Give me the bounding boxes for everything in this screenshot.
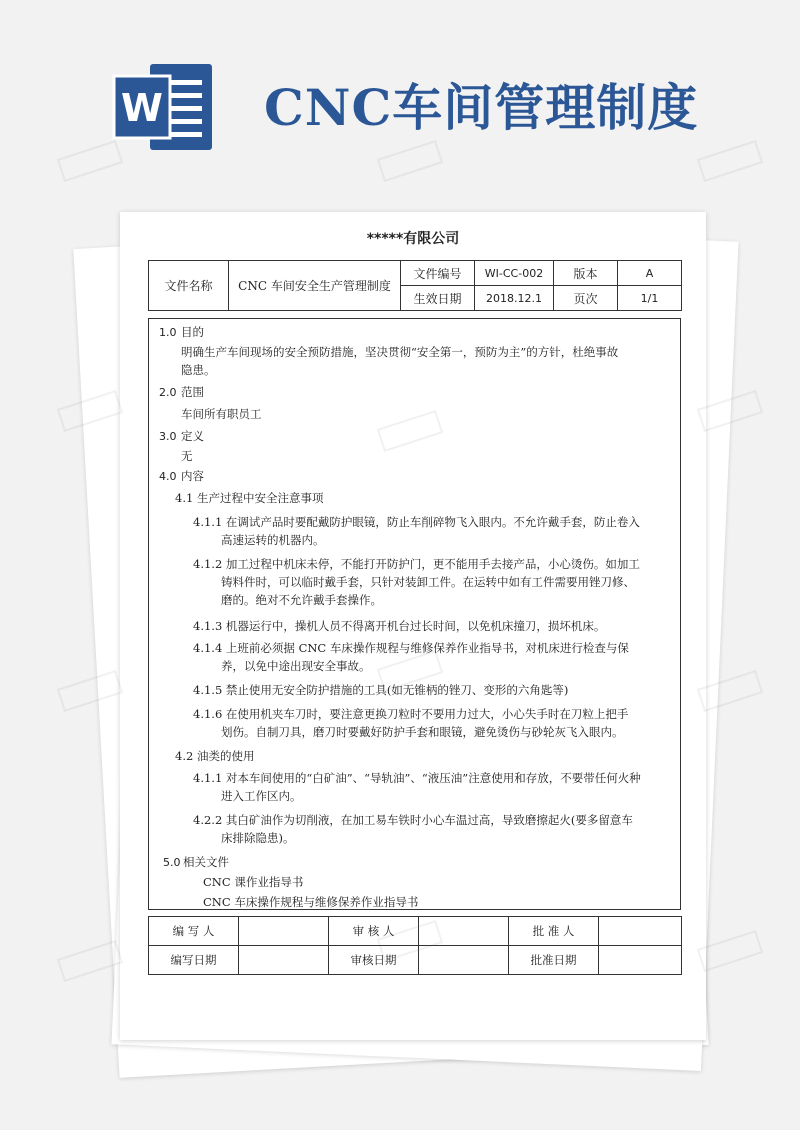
approve-date-label: 批准日期 <box>509 946 599 975</box>
body-text: 明确生产车间现场的安全预防措施，坚决贯彻“安全第一，预防为主”的方针，杜绝事故 <box>181 345 619 359</box>
clause-text: 4.1.5 禁止使用无安全防护措施的工具(如无锥柄的锉刀、变形的六角匙等) <box>193 683 569 697</box>
write-date-field <box>239 946 329 975</box>
company-name: *****有限公司 <box>366 231 460 247</box>
banner-title: CNC车间管理制度 <box>264 78 699 137</box>
approver-field <box>599 917 682 946</box>
section-number: 5.0 <box>163 856 181 869</box>
subsection-title: 4.1 生产过程中安全注意事项 <box>175 491 324 505</box>
document-header-table <box>148 260 682 311</box>
clause-text: 磨的。绝对不允许戴手套操作。 <box>221 593 382 607</box>
content-box <box>148 318 681 910</box>
section-title: 内容 <box>181 469 204 483</box>
clause-text: 4.1.1 在调试产品时要配戴防护眼镜，防止车削碎物飞入眼内。不允许戴手套，防止卷入 <box>193 515 640 529</box>
subsection-title: 4.2 油类的使用 <box>175 749 255 763</box>
document-page <box>120 212 706 1040</box>
section-number: 1.0 <box>159 326 177 339</box>
clause-text: 4.1.4 上班前必须据 CNC 车床操作规程与维修保养作业指导书，对机床进行检查与保 <box>193 641 629 655</box>
word-logo-letter: W <box>121 86 163 130</box>
review-date-label: 审核日期 <box>329 946 419 975</box>
clause-text: 4.1.6 在使用机夹车刀时，要注意更换刀粒时不要用力过大，小心失手时在刀粒上把手 <box>193 707 629 721</box>
body-text: 隐患。 <box>181 363 216 377</box>
doc-name-value: CNC 车间安全生产管理制度 <box>229 261 401 311</box>
version-label: 版本 <box>554 261 618 286</box>
approver-label: 批 准 人 <box>509 917 599 946</box>
section-title: 相关文件 <box>183 855 229 869</box>
clause-text: 4.1.1 对本车间使用的“白矿油”、“导轨油”、“液压油”注意使用和存放，不要带任何火种 <box>193 771 641 785</box>
clause-text: 床排除隐患)。 <box>221 831 295 845</box>
related-doc-item: CNC 课作业指导书 <box>203 875 304 889</box>
version-value: A <box>618 261 682 286</box>
effective-date-label: 生效日期 <box>401 286 475 311</box>
clause-text: 高速运转的机器内。 <box>221 533 325 547</box>
approve-date-field <box>599 946 682 975</box>
page-value: 1/1 <box>618 286 682 311</box>
clause-text: 4.1.2 加工过程中机床未停，不能打开防护门，更不能用手去接产品，小心烫伤。如加工 <box>193 557 640 571</box>
write-date-label: 编写日期 <box>149 946 239 975</box>
page-label: 页次 <box>554 286 618 311</box>
doc-name-label: 文件名称 <box>149 261 229 311</box>
clause-text: 进入工作区内。 <box>221 789 302 803</box>
reviewer-label: 审 核 人 <box>329 917 419 946</box>
effective-date-value: 2018.12.1 <box>475 286 554 311</box>
clause-text: 划伤。自制刀具，磨刀时要戴好防护手套和眼镜，避免烫伤与砂轮灰飞入眼内。 <box>221 725 624 739</box>
clause-text: 4.1.3 机器运行中，操机人员不得离开机台过长时间，以免机床撞刀，损坏机床。 <box>193 619 606 633</box>
related-doc-item: CNC 车床操作规程与维修保养作业指导书 <box>203 895 419 909</box>
body-text: 无 <box>181 449 193 463</box>
section-number: 4.0 <box>159 470 177 483</box>
review-date-field <box>419 946 509 975</box>
section-title: 范围 <box>181 385 204 399</box>
reviewer-field <box>419 917 509 946</box>
section-number: 2.0 <box>159 386 177 399</box>
clause-text: 养，以免中途出现安全事故。 <box>221 659 371 673</box>
writer-field <box>239 917 329 946</box>
clause-text: 铸料件时，可以临时戴手套，只针对装卸工件。在运转中如有工件需要用锉刀修、 <box>221 575 635 589</box>
section-number: 3.0 <box>159 430 177 443</box>
signoff-table <box>148 916 682 975</box>
section-title: 定义 <box>181 429 204 443</box>
body-text: 车间所有职员工 <box>181 407 262 421</box>
clause-text: 4.2.2 其白矿油作为切削液，在加工易车铁时小心车温过高，导致磨擦起火(要多留意车 <box>193 813 633 827</box>
doc-number-label: 文件编号 <box>401 261 475 286</box>
doc-number-value: WI-CC-002 <box>475 261 554 286</box>
section-title: 目的 <box>181 325 204 339</box>
writer-label: 编 写 人 <box>149 917 239 946</box>
